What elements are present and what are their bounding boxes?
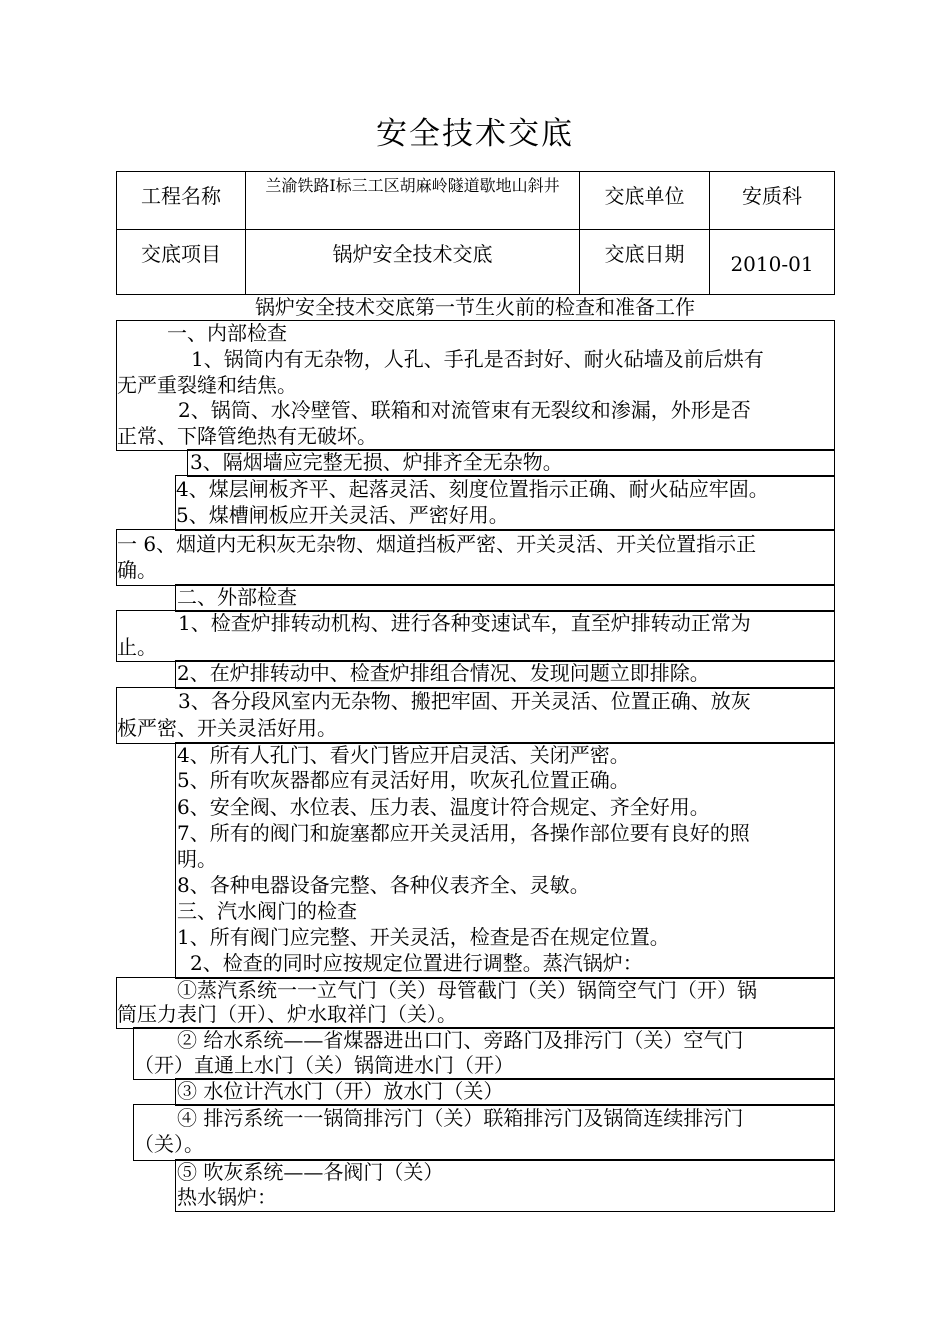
line-external-7a: 7、所有的阀门和旋塞都应开关灵活用，各操作部位要有良好的照 [177, 821, 750, 845]
header-table [116, 171, 835, 295]
line-external-1b: 止。 [117, 635, 157, 659]
date-label-cell: 交底日期 [580, 230, 710, 295]
line-internal-4: 4、煤层闸板齐平、起落灵活、刻度位置指示正确、耐火砧应牢固。 [176, 477, 769, 501]
line-valve-1: 1、所有阀门应完整、开关灵活，检查是否在规定位置。 [177, 925, 670, 949]
line-external-6: 6、安全阀、水位表、压力表、温度计符合规定、齐全好用。 [177, 795, 710, 819]
line-external-7b: 明。 [177, 847, 217, 871]
line-internal-1a: 1、锅筒内有无杂物，人孔、手孔是否封好、耐火砧墙及前后烘有 [191, 347, 764, 371]
line-valve-2: 2、检查的同时应按规定位置进行调整。蒸汽锅炉： [190, 951, 643, 975]
line-internal-check-title: 一、内部检查 [167, 321, 287, 345]
line-internal-2b: 正常、下降管绝热有无破坏。 [117, 424, 377, 448]
unit-label-cell: 交底单位 [580, 172, 710, 230]
item-label-cell: 交底项目 [117, 230, 246, 295]
item-value-cell: 锅炉安全技术交底 [246, 230, 580, 295]
document-title: 安全技术交底 [376, 116, 574, 152]
line-steam-b: 筒压力表门（开）、炉水取祥门（关）。 [117, 1002, 457, 1026]
line-external-title: 二、外部检查 [177, 585, 297, 609]
unit-value-cell: 安质科 [710, 172, 835, 230]
line-external-3a: 3、各分段风室内无杂物、搬把牢固、开关灵活、位置正确、放灰 [178, 689, 751, 713]
line-external-3b: 板严密、开关灵活好用。 [117, 716, 337, 740]
line-blowdown-b: （关）。 [134, 1132, 204, 1156]
project-name-cell [246, 172, 580, 230]
line-external-4: 4、所有人孔门、看火门皆应开启灵活、关闭严密。 [177, 743, 630, 767]
line-level-gauge: ③ 水位计汽水门（开）放水门（关） [177, 1079, 504, 1103]
line-external-5: 5、所有吹灰器都应有灵活好用，吹灰孔位置正确。 [177, 768, 630, 792]
line-water-b: （开）直通上水门（关）锅筒进水门（开） [134, 1053, 514, 1077]
project-name: 兰渝铁路Ⅰ标三工区胡麻岭隧道歇地山斜井 [265, 176, 560, 195]
date-value-cell [710, 230, 835, 295]
line-internal-5: 5、煤槽闸板应开关灵活、严密好用。 [176, 503, 509, 527]
line-external-1a: 1、检查炉排转动机构、进行各种变速试车，直至炉排转动正常为 [178, 611, 751, 635]
project-label-cell: 工程名称 [117, 172, 246, 230]
line-blowdown-a: ④ 排污系统一一锅筒排污门（关）联箱排污门及锅筒连续排污门 [177, 1106, 744, 1130]
line-water-a: ② 给水系统——省煤器进出口门、旁路门及排污门（关）空气门 [177, 1028, 744, 1052]
line-hot-water-boiler: 热水锅炉： [177, 1185, 277, 1209]
date-value: 2010-01 [730, 252, 814, 276]
line-external-2: 2、在炉排转动中、检查炉排组合情况、发现问题立即排除。 [177, 661, 710, 685]
line-soot: ⑤ 吹灰系统——各阀门（关） [177, 1160, 444, 1184]
line-valve-title: 三、汽水阀门的检查 [177, 899, 357, 923]
line-internal-6b: 确。 [117, 558, 157, 582]
header-row-1 [117, 172, 835, 230]
line-steam-a: ①蒸汽系统一一立气门（关）母管截门（关）锅筒空气门（开）锅 [177, 978, 757, 1002]
header-row-2 [117, 230, 835, 295]
line-internal-2a: 2、锅筒、水冷壁管、联箱和对流管束有无裂纹和渗漏，外形是否 [178, 398, 751, 422]
line-internal-6a: 一 6、烟道内无积灰无杂物、烟道挡板严密、开关灵活、开关位置指示正 [117, 532, 757, 556]
line-external-8: 8、各种电器设备完整、各种仪表齐全、灵敏。 [177, 873, 590, 897]
section-subtitle: 锅炉安全技术交底第一节生火前的检查和准备工作 [255, 295, 695, 319]
line-internal-3: 3、隔烟墙应完整无损、炉排齐全无杂物。 [190, 450, 563, 474]
line-internal-1b: 无严重裂缝和结焦。 [117, 373, 297, 397]
